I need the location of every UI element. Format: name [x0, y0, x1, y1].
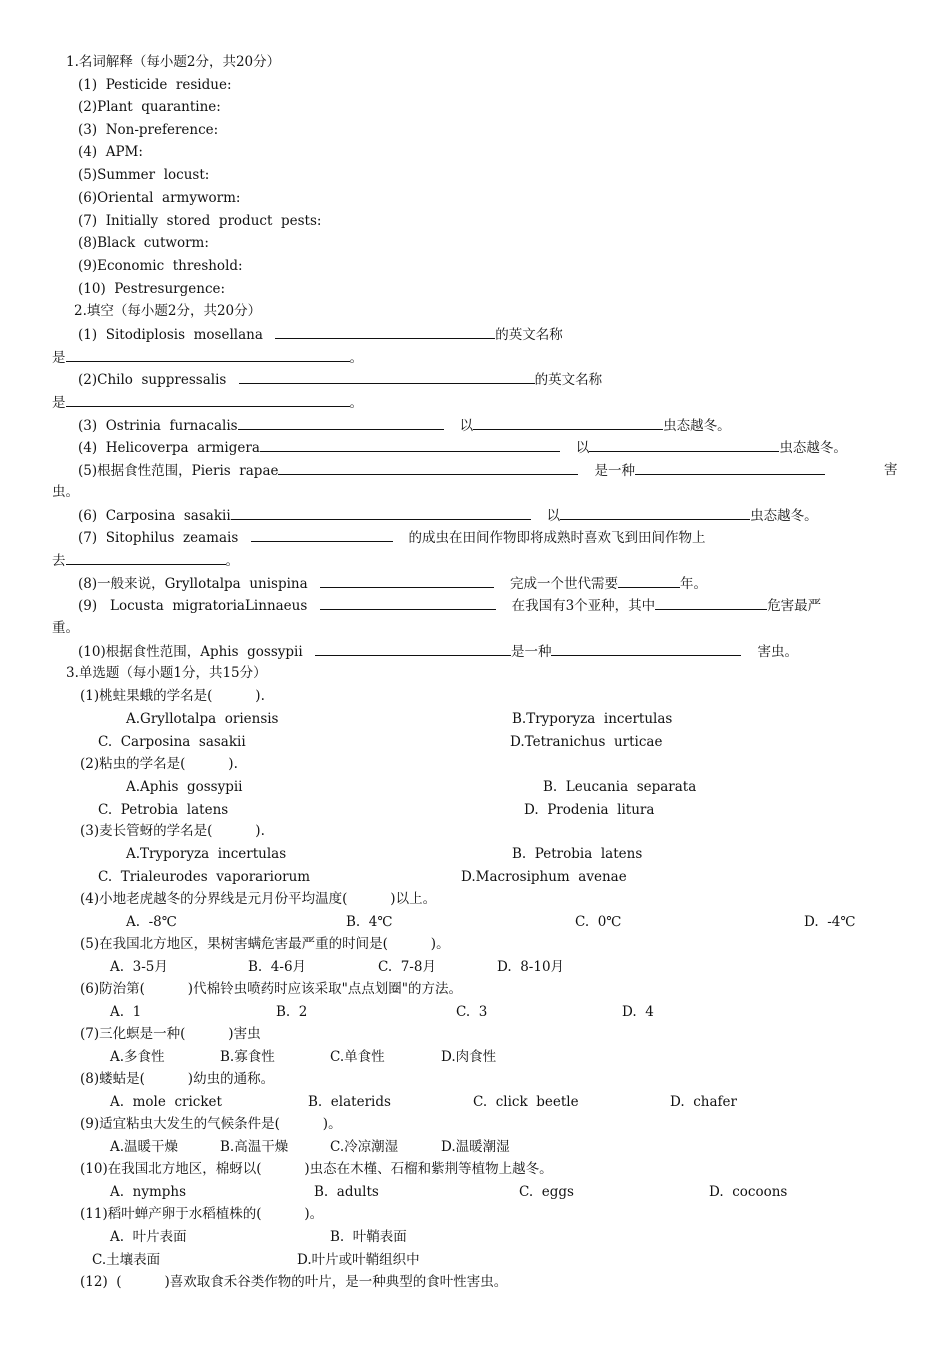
blank[interactable]: [589, 438, 779, 452]
mc-5-option-a[interactable]: A. 3-5月: [110, 959, 168, 975]
blank[interactable]: [260, 438, 560, 452]
mc-9-option-b[interactable]: B.高温干燥: [220, 1139, 289, 1155]
fill-6-line: (6) Carposina sasakii 以 虫态越冬。: [78, 508, 818, 524]
mc-1-option-b[interactable]: B.Tryporyza incertulas: [512, 711, 673, 727]
blank[interactable]: [278, 461, 578, 475]
mc-8-option-c[interactable]: C. click beetle: [473, 1094, 579, 1110]
blank[interactable]: [618, 574, 680, 588]
fill-10-line: (10)根据食性范围，Aphis gossypii 是一种 害虫。: [78, 644, 798, 660]
mc-3-option-d[interactable]: D.Macrosiphum avenae: [461, 869, 627, 885]
term-9: (9)Economic threshold:: [78, 258, 243, 274]
mc-7-option-b[interactable]: B.寡食性: [220, 1049, 275, 1065]
fill-2-line-2: 是 。: [52, 395, 363, 411]
blank[interactable]: [66, 348, 350, 362]
mc-10-option-b[interactable]: B. adults: [314, 1184, 379, 1200]
mc-6-question: (6)防治第( )代棉铃虫喷药时应该采取"点点划圈"的方法。: [80, 981, 462, 997]
blank[interactable]: [251, 528, 393, 542]
mc-4-question: (4)小地老虎越冬的分界线是元月份平均温度( )以上。: [80, 891, 437, 907]
mc-7-option-c[interactable]: C.单食性: [330, 1049, 385, 1065]
term-6: (6)Oriental armyworm:: [78, 190, 241, 206]
mc-10-question: (10)在我国北方地区，棉蚜以( )虫态在木槿、石榴和紫荆等植物上越冬。: [80, 1161, 553, 1177]
mc-12-question: (12) ( )喜欢取食禾谷类作物的叶片，是一种典型的食叶性害虫。: [80, 1274, 508, 1290]
mc-4-option-b[interactable]: B. 4℃: [346, 914, 393, 930]
fill-8-line: (8)一般来说，Gryllotalpa unispina 完成一个世代需要 年。: [78, 576, 707, 592]
mc-11-option-a[interactable]: A. 叶片表面: [110, 1229, 187, 1245]
section-2-title: 2.填空（每小题2分，共20分）: [74, 303, 262, 319]
mc-8-option-d[interactable]: D. chafer: [670, 1094, 737, 1110]
mc-4-option-c[interactable]: C. 0℃: [575, 914, 622, 930]
mc-10-option-d[interactable]: D. cocoons: [709, 1184, 788, 1200]
mc-6-option-b[interactable]: B. 2: [276, 1004, 308, 1020]
mc-2-option-b[interactable]: B. Leucania separata: [543, 779, 697, 795]
mc-11-option-c[interactable]: C.土壤表面: [92, 1252, 161, 1268]
blank[interactable]: [315, 642, 511, 656]
mc-10-option-c[interactable]: C. eggs: [519, 1184, 574, 1200]
mc-8-option-b[interactable]: B. elaterids: [308, 1094, 391, 1110]
mc-1-option-d[interactable]: D.Tetranichus urticae: [510, 734, 663, 750]
term-5: (5)Summer locust:: [78, 167, 210, 183]
fill-7-line: (7) Sitophilus zeamais 的成虫在田间作物即将成熟时喜欢飞到田间作物上: [78, 530, 706, 546]
term-2: (2)Plant quarantine:: [78, 99, 221, 115]
mc-1-option-a[interactable]: A.Gryllotalpa oriensis: [126, 711, 279, 727]
blank[interactable]: [66, 551, 226, 565]
mc-4-option-d[interactable]: D. -4℃: [804, 914, 856, 930]
fill-1-line-2: 是 。: [52, 350, 363, 366]
blank[interactable]: [655, 596, 767, 610]
mc-9-option-a[interactable]: A.温暖干燥: [110, 1139, 179, 1155]
term-1: (1) Pesticide residue:: [78, 77, 232, 93]
mc-6-option-c[interactable]: C. 3: [456, 1004, 488, 1020]
blank[interactable]: [551, 642, 741, 656]
mc-1-option-c[interactable]: C. Carposina sasakii: [98, 734, 246, 750]
blank[interactable]: [635, 461, 825, 475]
fill-7-line-2: 去 。: [52, 553, 239, 569]
mc-2-option-c[interactable]: C. Petrobia latens: [98, 802, 229, 818]
mc-3-question: (3)麦长管蚜的学名是( ).: [80, 823, 265, 839]
mc-9-option-c[interactable]: C.冷凉潮湿: [330, 1139, 399, 1155]
term-8: (8)Black cutworm:: [78, 235, 209, 251]
mc-8-question: (8)蝼蛄是( )幼虫的通称。: [80, 1071, 275, 1087]
mc-2-option-d[interactable]: D. Prodenia litura: [524, 802, 655, 818]
blank[interactable]: [231, 506, 531, 520]
blank[interactable]: [320, 596, 496, 610]
mc-11-option-b[interactable]: B. 叶鞘表面: [330, 1229, 407, 1245]
mc-4-option-a[interactable]: A. -8℃: [126, 914, 177, 930]
mc-5-option-c[interactable]: C. 7-8月: [378, 959, 436, 975]
fill-4-line: (4) Helicoverpa armigera 以 虫态越冬。: [78, 440, 847, 456]
mc-2-option-a[interactable]: A.Aphis gossypii: [126, 779, 243, 795]
blank[interactable]: [66, 393, 350, 407]
fill-5-line: (5)根据食性范围，Pieris rapae 是一种: [78, 461, 825, 480]
fill-5-line-2: 虫。: [52, 484, 79, 500]
mc-9-option-d[interactable]: D.温暖潮湿: [441, 1139, 510, 1155]
mc-1-question: (1)桃蛀果蛾的学名是( ).: [80, 688, 265, 704]
mc-3-option-a[interactable]: A.Tryporyza incertulas: [126, 846, 287, 862]
fill-9-line: (9) Locusta migratoriaLinnaeus 在我国有3个亚种，其中 危害最严: [78, 598, 822, 614]
term-4: (4) APM:: [78, 144, 143, 160]
term-3: (3) Non-preference:: [78, 122, 219, 138]
blank[interactable]: [473, 416, 663, 430]
mc-7-question: (7)三化螟是一种( )害虫: [80, 1026, 261, 1042]
mc-10-option-a[interactable]: A. nymphs: [110, 1184, 187, 1200]
fill-9-line-2: 重。: [52, 620, 79, 636]
fill-2-line: (2)Chilo suppressalis 的英文名称: [78, 372, 603, 388]
mc-5-question: (5)在我国北方地区，果树害螨危害最严重的时间是( )。: [80, 936, 450, 952]
fill-3-line: (3) Ostrinia furnacalis 以 虫态越冬。: [78, 418, 731, 434]
mc-7-option-d[interactable]: D.肉食性: [441, 1049, 497, 1065]
mc-3-option-b[interactable]: B. Petrobia latens: [512, 846, 643, 862]
fill-1-line: (1) Sitodiplosis mosellana 的英文名称: [78, 327, 563, 343]
mc-5-option-d[interactable]: D. 8-10月: [497, 959, 565, 975]
section-3-title: 3.单选题（每小题1分，共15分）: [66, 665, 267, 681]
mc-9-question: (9)适宜粘虫大发生的气候条件是( )。: [80, 1116, 342, 1132]
mc-6-option-d[interactable]: D. 4: [622, 1004, 654, 1020]
mc-6-option-a[interactable]: A. 1: [110, 1004, 142, 1020]
blank[interactable]: [560, 506, 750, 520]
mc-2-question: (2)粘虫的学名是( ).: [80, 756, 238, 772]
blank[interactable]: [320, 574, 494, 588]
mc-3-option-c[interactable]: C. Trialeurodes vaporariorum: [98, 869, 311, 885]
section-1-title: 1.名词解释（每小题2分，共20分）: [66, 54, 281, 70]
mc-7-option-a[interactable]: A.多食性: [110, 1049, 165, 1065]
fill-5-tail: 害: [884, 462, 898, 478]
mc-11-question: (11)稻叶蝉产卵于水稻植株的( )。: [80, 1206, 324, 1222]
term-7: (7) Initially stored product pests:: [78, 213, 322, 229]
mc-8-option-a[interactable]: A. mole cricket: [110, 1094, 222, 1110]
blank[interactable]: [238, 416, 444, 430]
blank[interactable]: [239, 370, 535, 384]
term-10: (10) Pestresurgence:: [78, 281, 226, 297]
mc-11-option-d[interactable]: D.叶片或叶鞘组织中: [297, 1252, 420, 1268]
blank[interactable]: [275, 325, 495, 339]
mc-5-option-b[interactable]: B. 4-6月: [248, 959, 307, 975]
